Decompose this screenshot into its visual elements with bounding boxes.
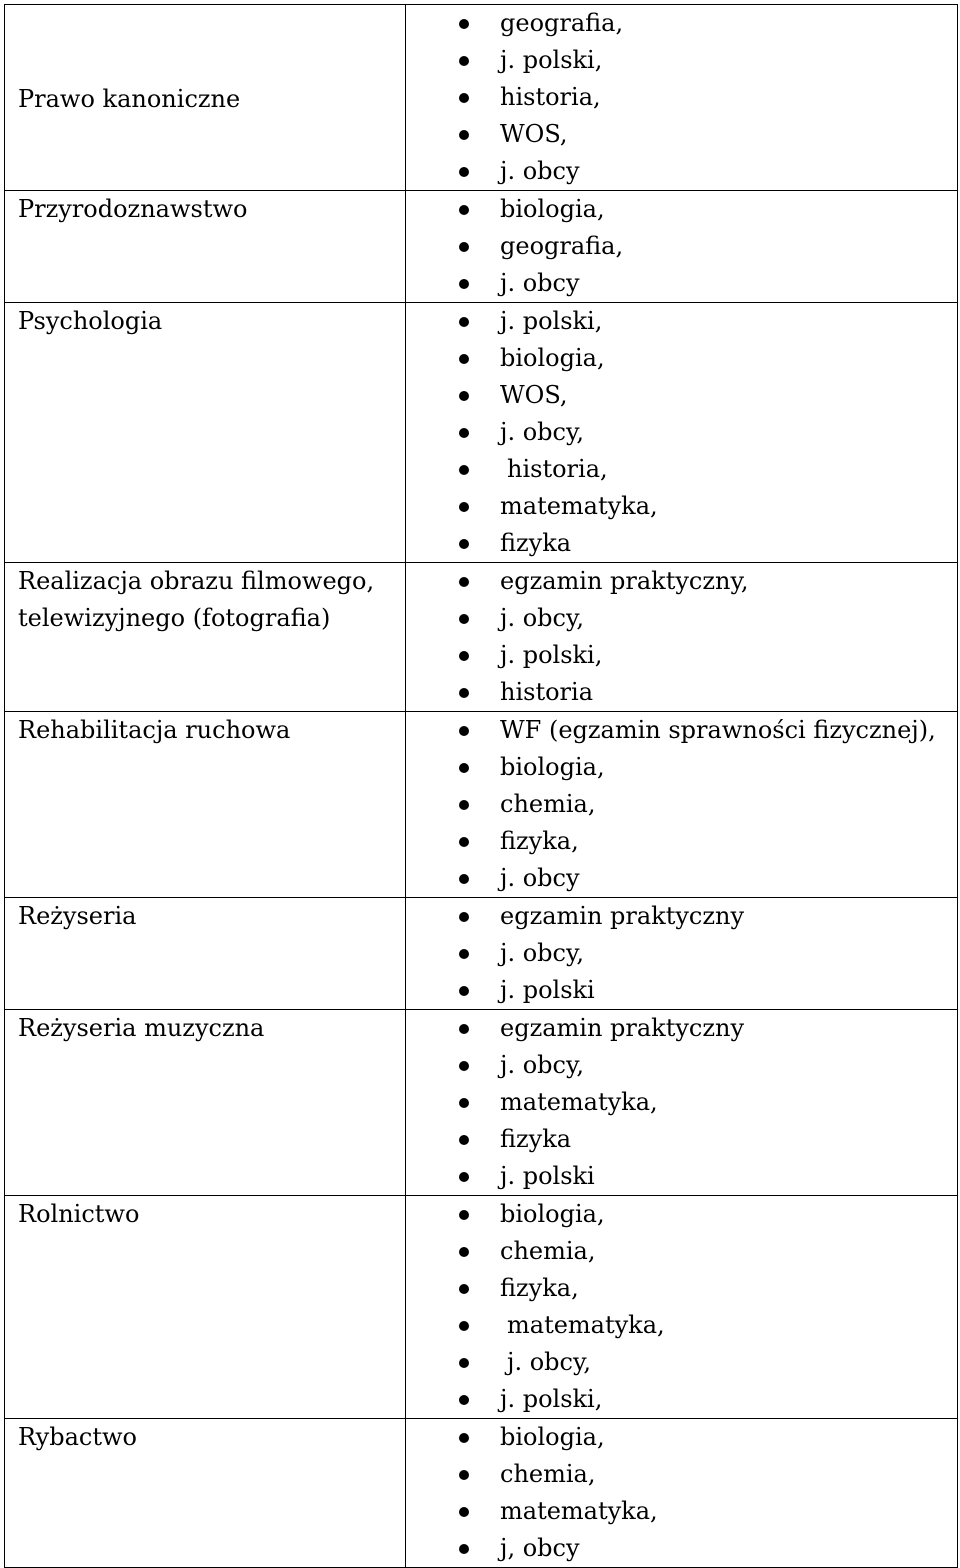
subject-label: chemia, <box>500 1237 596 1265</box>
subject-item <box>406 228 957 265</box>
field-name-cell <box>5 5 406 191</box>
field-name-line: Rolnictwo <box>18 1200 140 1228</box>
subject-item <box>406 674 957 711</box>
subject-label: j. polski, <box>500 1385 603 1413</box>
subject-item <box>406 563 957 600</box>
subjects-list <box>406 303 957 562</box>
field-name <box>5 5 405 118</box>
bullet-icon <box>459 726 469 736</box>
field-name <box>5 1196 405 1233</box>
bullet-icon <box>459 428 469 438</box>
subjects-cell <box>406 1010 958 1196</box>
subject-item <box>406 1344 957 1381</box>
table-row <box>5 303 958 563</box>
field-name-cell <box>5 1419 406 1568</box>
subject-item <box>406 1121 957 1158</box>
field-name-line: Reżyseria muzyczna <box>18 1014 265 1042</box>
subject-item <box>406 265 957 302</box>
field-name <box>5 303 405 340</box>
subject-label: j. obcy <box>500 864 580 892</box>
field-name-cell <box>5 898 406 1010</box>
subject-item <box>406 1381 957 1418</box>
subject-label: geografia, <box>500 9 624 37</box>
subject-label: j. obcy, <box>500 418 584 446</box>
bullet-icon <box>459 1098 469 1108</box>
bullet-icon <box>459 93 469 103</box>
subject-item <box>406 451 957 488</box>
subject-item <box>406 42 957 79</box>
subject-item <box>406 1493 957 1530</box>
table-body <box>5 5 958 1568</box>
field-name <box>5 191 405 228</box>
study-fields-table <box>4 4 958 1568</box>
subject-item <box>406 749 957 786</box>
subject-item <box>406 1270 957 1307</box>
subjects-list <box>406 563 957 711</box>
bullet-icon <box>459 391 469 401</box>
subject-label: fizyka <box>500 1125 572 1153</box>
field-name <box>5 712 405 749</box>
field-name-line: Prawo kanoniczne <box>18 85 241 113</box>
bullet-icon <box>459 614 469 624</box>
bullet-icon <box>459 502 469 512</box>
subject-label: egzamin praktyczny <box>500 1014 745 1042</box>
subject-item <box>406 377 957 414</box>
field-name <box>5 1010 405 1047</box>
bullet-icon <box>459 130 469 140</box>
bullet-icon <box>459 1395 469 1405</box>
subject-item <box>406 1456 957 1493</box>
bullet-icon <box>459 1433 469 1443</box>
subject-label: j. obcy, <box>500 604 584 632</box>
subject-item <box>406 637 957 674</box>
bullet-icon <box>459 465 469 475</box>
subject-label: matematyka, <box>500 1497 658 1525</box>
table-row <box>5 712 958 898</box>
subject-label: j, obcy <box>500 1534 580 1562</box>
subject-item <box>406 786 957 823</box>
subject-item <box>406 600 957 637</box>
subject-item <box>406 972 957 1009</box>
subject-item <box>406 1233 957 1270</box>
bullet-icon <box>459 167 469 177</box>
subject-label: historia <box>500 678 593 706</box>
subject-item <box>406 823 957 860</box>
subject-item <box>406 488 957 525</box>
subjects-list <box>406 1419 957 1567</box>
bullet-icon <box>459 1135 469 1145</box>
subject-item <box>406 1530 957 1567</box>
table-row <box>5 191 958 303</box>
subjects-list <box>406 1010 957 1195</box>
subjects-cell <box>406 898 958 1010</box>
subject-item <box>406 191 957 228</box>
table-row <box>5 898 958 1010</box>
field-name-line: telewizyjnego (fotografia) <box>18 604 331 632</box>
table-row <box>5 1419 958 1568</box>
subject-item <box>406 340 957 377</box>
bullet-icon <box>459 539 469 549</box>
field-name-line: Reżyseria <box>18 902 137 930</box>
subject-label: j. obcy <box>500 157 580 185</box>
field-name-line: Psychologia <box>18 307 163 335</box>
subject-item <box>406 860 957 897</box>
field-name-cell <box>5 712 406 898</box>
subject-item <box>406 1158 957 1195</box>
bullet-icon <box>459 800 469 810</box>
subject-label: biologia, <box>500 753 605 781</box>
subject-label: historia, <box>500 83 601 111</box>
subject-label: j. polski <box>500 1162 595 1190</box>
subject-label: j. obcy <box>500 269 580 297</box>
bullet-icon <box>459 949 469 959</box>
subjects-list <box>406 712 957 897</box>
subjects-list <box>406 191 957 302</box>
bullet-icon <box>459 1024 469 1034</box>
field-name-line: Rehabilitacja ruchowa <box>18 716 291 744</box>
subject-label: historia, <box>507 455 608 483</box>
subject-label: biologia, <box>500 1200 605 1228</box>
subjects-cell <box>406 563 958 712</box>
subject-label: matematyka, <box>500 1088 658 1116</box>
bullet-icon <box>459 242 469 252</box>
bullet-icon <box>459 279 469 289</box>
field-name-cell <box>5 563 406 712</box>
subject-label: egzamin praktyczny, <box>500 567 749 595</box>
subject-label: matematyka, <box>500 492 658 520</box>
field-name <box>5 563 405 637</box>
subject-label: biologia, <box>500 1423 605 1451</box>
subject-label: WOS, <box>500 381 568 409</box>
bullet-icon <box>459 1544 469 1554</box>
subject-label: geografia, <box>500 232 624 260</box>
subject-label: biologia, <box>500 195 605 223</box>
subjects-cell <box>406 712 958 898</box>
subject-label: fizyka, <box>500 1274 579 1302</box>
subject-label: j. polski <box>500 976 595 1004</box>
table-row <box>5 1196 958 1419</box>
field-name-cell <box>5 1196 406 1419</box>
bullet-icon <box>459 874 469 884</box>
subjects-list <box>406 5 957 190</box>
field-name-cell <box>5 191 406 303</box>
subject-label: fizyka <box>500 529 572 557</box>
bullet-icon <box>459 205 469 215</box>
subject-label: j. polski, <box>500 641 603 669</box>
subject-label: j. obcy, <box>500 939 584 967</box>
subject-label: egzamin praktyczny <box>500 902 745 930</box>
subject-item <box>406 5 957 42</box>
bullet-icon <box>459 1247 469 1257</box>
bullet-icon <box>459 19 469 29</box>
field-name <box>5 898 405 935</box>
subject-item <box>406 116 957 153</box>
subject-item <box>406 1010 957 1047</box>
subject-label: chemia, <box>500 790 596 818</box>
subjects-list <box>406 1196 957 1418</box>
subject-label: chemia, <box>500 1460 596 1488</box>
subject-item <box>406 153 957 190</box>
field-name-line: Rybactwo <box>18 1423 137 1451</box>
subjects-cell <box>406 191 958 303</box>
table-row <box>5 563 958 712</box>
bullet-icon <box>459 354 469 364</box>
bullet-icon <box>459 837 469 847</box>
subject-label: WOS, <box>500 120 568 148</box>
subjects-cell <box>406 5 958 191</box>
subject-label: WF (egzamin sprawności fizycznej), <box>500 716 936 744</box>
bullet-icon <box>459 56 469 66</box>
subject-item <box>406 898 957 935</box>
subject-label: j. obcy, <box>500 1051 584 1079</box>
bullet-icon <box>459 577 469 587</box>
subject-item <box>406 525 957 562</box>
bullet-icon <box>459 763 469 773</box>
subjects-cell <box>406 1196 958 1419</box>
bullet-icon <box>459 1507 469 1517</box>
table-row <box>5 5 958 191</box>
table-row <box>5 1010 958 1196</box>
field-name-cell <box>5 1010 406 1196</box>
subjects-cell <box>406 1419 958 1568</box>
field-name <box>5 1419 405 1456</box>
bullet-icon <box>459 986 469 996</box>
subject-item <box>406 79 957 116</box>
bullet-icon <box>459 1358 469 1368</box>
subject-item <box>406 1419 957 1456</box>
subject-label: j. obcy, <box>507 1348 591 1376</box>
bullet-icon <box>459 1061 469 1071</box>
subject-label: matematyka, <box>507 1311 665 1339</box>
subject-item <box>406 1196 957 1233</box>
subject-item <box>406 1084 957 1121</box>
bullet-icon <box>459 317 469 327</box>
subjects-cell <box>406 303 958 563</box>
subject-item <box>406 303 957 340</box>
subject-label: biologia, <box>500 344 605 372</box>
subject-label: j. polski, <box>500 46 603 74</box>
subject-item <box>406 1307 957 1344</box>
subjects-list <box>406 898 957 1009</box>
bullet-icon <box>459 1210 469 1220</box>
subject-item <box>406 414 957 451</box>
subject-item <box>406 1047 957 1084</box>
bullet-icon <box>459 1172 469 1182</box>
subject-item <box>406 712 957 749</box>
field-name-line: Przyrodoznawstwo <box>18 195 248 223</box>
bullet-icon <box>459 688 469 698</box>
bullet-icon <box>459 651 469 661</box>
bullet-icon <box>459 1321 469 1331</box>
bullet-icon <box>459 1470 469 1480</box>
subject-label: j. polski, <box>500 307 603 335</box>
subject-label: fizyka, <box>500 827 579 855</box>
bullet-icon <box>459 1284 469 1294</box>
field-name-cell <box>5 303 406 563</box>
field-name-line: Realizacja obrazu filmowego, <box>18 567 375 595</box>
subject-item <box>406 935 957 972</box>
bullet-icon <box>459 912 469 922</box>
